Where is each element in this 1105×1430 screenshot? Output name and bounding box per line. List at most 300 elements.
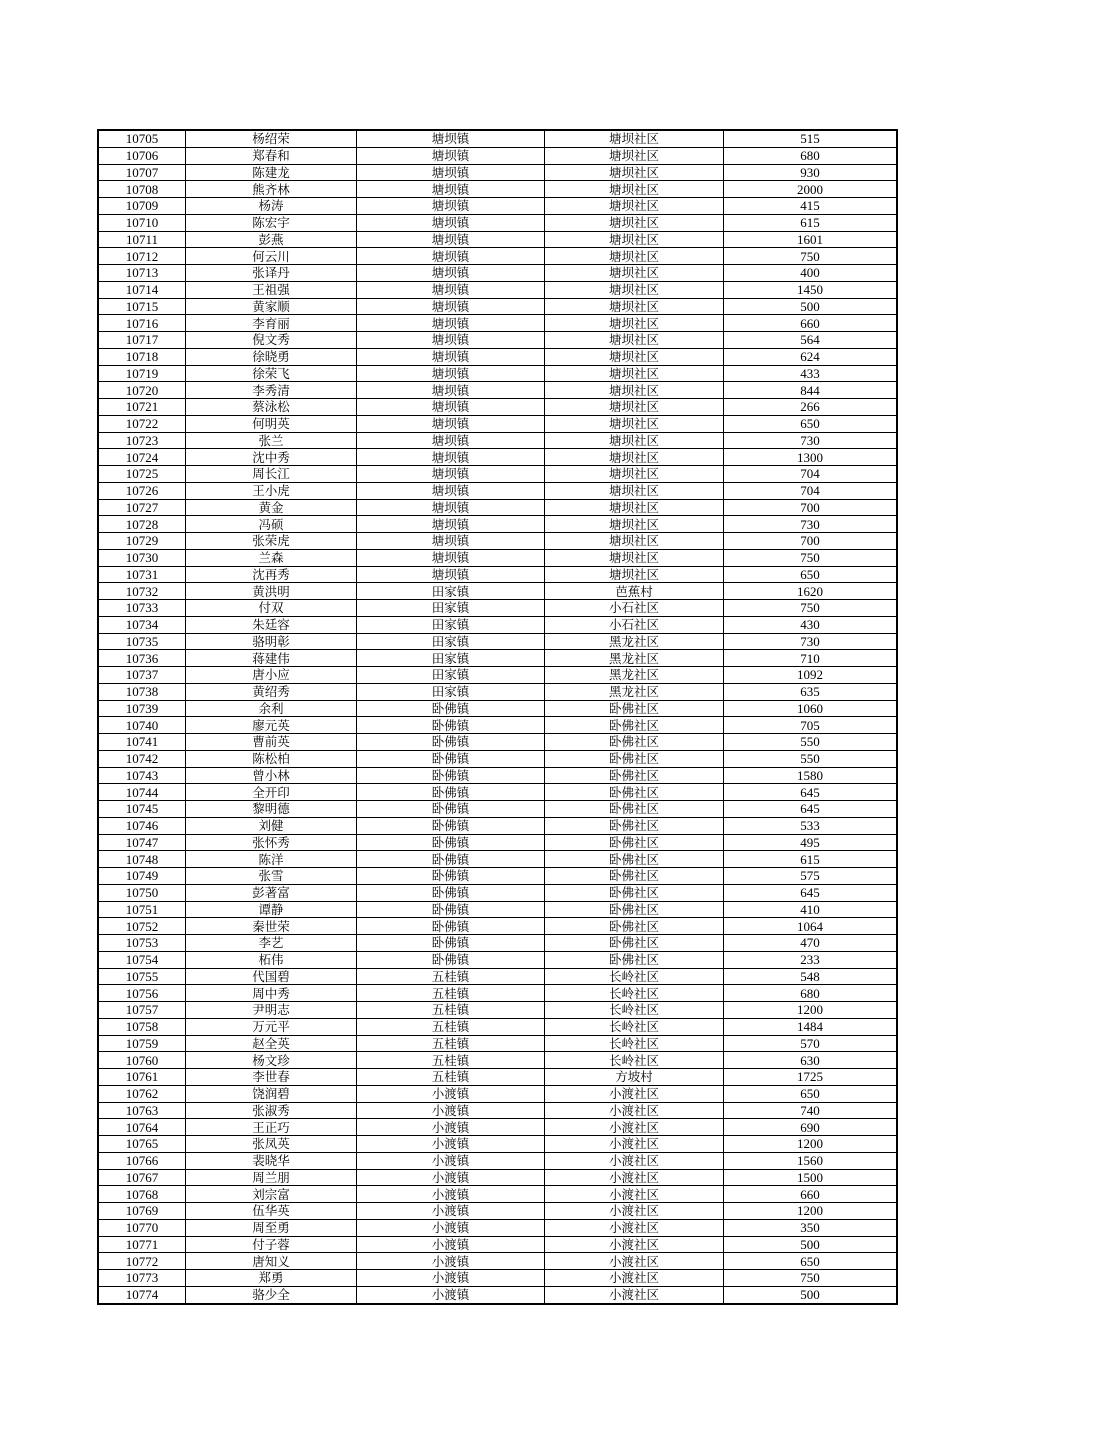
community-cell: 小渡社区 xyxy=(545,1253,724,1270)
amount-cell: 1092 xyxy=(724,667,898,684)
amount-cell: 1725 xyxy=(724,1069,898,1086)
serial-number-cell: 10754 xyxy=(98,951,186,968)
amount-cell: 645 xyxy=(724,884,898,901)
table-row xyxy=(98,399,897,416)
town-cell: 小渡镇 xyxy=(357,1286,545,1303)
table-row xyxy=(98,332,897,349)
name-cell: 万元平 xyxy=(186,1018,357,1035)
community-cell: 卧佛社区 xyxy=(545,901,724,918)
name-cell: 李艺 xyxy=(186,935,357,952)
name-cell: 唐小应 xyxy=(186,667,357,684)
table-row xyxy=(98,432,897,449)
serial-number-cell: 10718 xyxy=(98,348,186,365)
town-cell: 塘坝镇 xyxy=(357,130,545,147)
table-row xyxy=(98,130,897,147)
table-row xyxy=(98,1152,897,1169)
town-cell: 塘坝镇 xyxy=(357,231,545,248)
serial-number-cell: 10750 xyxy=(98,884,186,901)
serial-number-cell: 10745 xyxy=(98,801,186,818)
table-row xyxy=(98,265,897,282)
amount-cell: 705 xyxy=(724,717,898,734)
table-row xyxy=(98,1136,897,1153)
community-cell: 卧佛社区 xyxy=(545,734,724,751)
town-cell: 田家镇 xyxy=(357,667,545,684)
town-cell: 塘坝镇 xyxy=(357,533,545,550)
name-cell: 秦世荣 xyxy=(186,918,357,935)
town-cell: 田家镇 xyxy=(357,616,545,633)
community-cell: 卧佛社区 xyxy=(545,918,724,935)
community-cell: 长岭社区 xyxy=(545,985,724,1002)
name-cell: 张兰 xyxy=(186,432,357,449)
name-cell: 蔡泳松 xyxy=(186,399,357,416)
name-cell: 骆明彰 xyxy=(186,633,357,650)
serial-number-cell: 10744 xyxy=(98,784,186,801)
town-cell: 田家镇 xyxy=(357,650,545,667)
town-cell: 塘坝镇 xyxy=(357,432,545,449)
table-row xyxy=(98,901,897,918)
town-cell: 塘坝镇 xyxy=(357,466,545,483)
table-row xyxy=(98,147,897,164)
table-row xyxy=(98,951,897,968)
table-row xyxy=(98,1035,897,1052)
serial-number-cell: 10707 xyxy=(98,164,186,181)
town-cell: 卧佛镇 xyxy=(357,851,545,868)
amount-cell: 1500 xyxy=(724,1169,898,1186)
amount-cell: 700 xyxy=(724,499,898,516)
name-cell: 郑勇 xyxy=(186,1270,357,1287)
amount-cell: 575 xyxy=(724,868,898,885)
town-cell: 小渡镇 xyxy=(357,1270,545,1287)
amount-cell: 266 xyxy=(724,399,898,416)
amount-cell: 750 xyxy=(724,549,898,566)
amount-cell: 730 xyxy=(724,432,898,449)
serial-number-cell: 10746 xyxy=(98,817,186,834)
amount-cell: 635 xyxy=(724,683,898,700)
name-cell: 张怀秀 xyxy=(186,834,357,851)
community-cell: 小渡社区 xyxy=(545,1085,724,1102)
town-cell: 田家镇 xyxy=(357,600,545,617)
name-cell: 朱廷容 xyxy=(186,616,357,633)
table-row xyxy=(98,750,897,767)
community-cell: 小渡社区 xyxy=(545,1236,724,1253)
table-row xyxy=(98,985,897,1002)
name-cell: 周兰朋 xyxy=(186,1169,357,1186)
amount-cell: 700 xyxy=(724,533,898,550)
amount-cell: 730 xyxy=(724,516,898,533)
town-cell: 塘坝镇 xyxy=(357,181,545,198)
name-cell: 谭静 xyxy=(186,901,357,918)
town-cell: 塘坝镇 xyxy=(357,348,545,365)
community-cell: 卧佛社区 xyxy=(545,801,724,818)
table-row xyxy=(98,1018,897,1035)
name-cell: 黄绍秀 xyxy=(186,683,357,700)
community-cell: 塘坝社区 xyxy=(545,298,724,315)
town-cell: 塘坝镇 xyxy=(357,365,545,382)
amount-cell: 630 xyxy=(724,1052,898,1069)
table-row xyxy=(98,365,897,382)
community-cell: 塘坝社区 xyxy=(545,533,724,550)
town-cell: 田家镇 xyxy=(357,683,545,700)
amount-cell: 1484 xyxy=(724,1018,898,1035)
town-cell: 塘坝镇 xyxy=(357,198,545,215)
community-cell: 塘坝社区 xyxy=(545,566,724,583)
name-cell: 刘宗富 xyxy=(186,1186,357,1203)
table-row xyxy=(98,1253,897,1270)
amount-cell: 433 xyxy=(724,365,898,382)
serial-number-cell: 10722 xyxy=(98,415,186,432)
community-cell: 卧佛社区 xyxy=(545,951,724,968)
town-cell: 小渡镇 xyxy=(357,1253,545,1270)
serial-number-cell: 10742 xyxy=(98,750,186,767)
serial-number-cell: 10747 xyxy=(98,834,186,851)
amount-cell: 500 xyxy=(724,1236,898,1253)
serial-number-cell: 10770 xyxy=(98,1219,186,1236)
amount-cell: 660 xyxy=(724,1186,898,1203)
community-cell: 塘坝社区 xyxy=(545,332,724,349)
data-table xyxy=(97,129,898,1305)
amount-cell: 650 xyxy=(724,1253,898,1270)
name-cell: 黎明德 xyxy=(186,801,357,818)
name-cell: 周中秀 xyxy=(186,985,357,1002)
table-row xyxy=(98,516,897,533)
amount-cell: 690 xyxy=(724,1119,898,1136)
community-cell: 长岭社区 xyxy=(545,1002,724,1019)
amount-cell: 1450 xyxy=(724,281,898,298)
name-cell: 李秀清 xyxy=(186,382,357,399)
table-row xyxy=(98,181,897,198)
table-row xyxy=(98,1102,897,1119)
community-cell: 塘坝社区 xyxy=(545,214,724,231)
town-cell: 卧佛镇 xyxy=(357,901,545,918)
amount-cell: 730 xyxy=(724,633,898,650)
town-cell: 卧佛镇 xyxy=(357,801,545,818)
serial-number-cell: 10749 xyxy=(98,868,186,885)
serial-number-cell: 10715 xyxy=(98,298,186,315)
town-cell: 塘坝镇 xyxy=(357,499,545,516)
town-cell: 卧佛镇 xyxy=(357,784,545,801)
amount-cell: 470 xyxy=(724,935,898,952)
name-cell: 张译丹 xyxy=(186,265,357,282)
town-cell: 塘坝镇 xyxy=(357,298,545,315)
name-cell: 陈洋 xyxy=(186,851,357,868)
town-cell: 五桂镇 xyxy=(357,1052,545,1069)
town-cell: 塘坝镇 xyxy=(357,332,545,349)
amount-cell: 645 xyxy=(724,801,898,818)
town-cell: 小渡镇 xyxy=(357,1152,545,1169)
town-cell: 小渡镇 xyxy=(357,1236,545,1253)
serial-number-cell: 10724 xyxy=(98,449,186,466)
amount-cell: 710 xyxy=(724,650,898,667)
table-row xyxy=(98,348,897,365)
name-cell: 黄金 xyxy=(186,499,357,516)
table-row xyxy=(98,717,897,734)
name-cell: 何明英 xyxy=(186,415,357,432)
town-cell: 五桂镇 xyxy=(357,1069,545,1086)
name-cell: 曾小林 xyxy=(186,767,357,784)
town-cell: 小渡镇 xyxy=(357,1102,545,1119)
name-cell: 沈中秀 xyxy=(186,449,357,466)
table-row xyxy=(98,734,897,751)
name-cell: 柘伟 xyxy=(186,951,357,968)
table-row xyxy=(98,449,897,466)
name-cell: 余利 xyxy=(186,700,357,717)
community-cell: 长岭社区 xyxy=(545,1018,724,1035)
name-cell: 付双 xyxy=(186,600,357,617)
table-row xyxy=(98,1119,897,1136)
name-cell: 彭燕 xyxy=(186,231,357,248)
name-cell: 杨文珍 xyxy=(186,1052,357,1069)
town-cell: 卧佛镇 xyxy=(357,700,545,717)
name-cell: 张凤英 xyxy=(186,1136,357,1153)
serial-number-cell: 10753 xyxy=(98,935,186,952)
town-cell: 塘坝镇 xyxy=(357,415,545,432)
community-cell: 小渡社区 xyxy=(545,1102,724,1119)
name-cell: 杨涛 xyxy=(186,198,357,215)
town-cell: 卧佛镇 xyxy=(357,734,545,751)
community-cell: 塘坝社区 xyxy=(545,516,724,533)
serial-number-cell: 10733 xyxy=(98,600,186,617)
table-row xyxy=(98,767,897,784)
name-cell: 黄家顺 xyxy=(186,298,357,315)
community-cell: 塘坝社区 xyxy=(545,499,724,516)
table-row xyxy=(98,633,897,650)
serial-number-cell: 10719 xyxy=(98,365,186,382)
amount-cell: 1200 xyxy=(724,1203,898,1220)
name-cell: 徐荣飞 xyxy=(186,365,357,382)
name-cell: 骆少全 xyxy=(186,1286,357,1303)
town-cell: 塘坝镇 xyxy=(357,214,545,231)
community-cell: 塘坝社区 xyxy=(545,482,724,499)
town-cell: 小渡镇 xyxy=(357,1169,545,1186)
name-cell: 尹明志 xyxy=(186,1002,357,1019)
amount-cell: 650 xyxy=(724,566,898,583)
serial-number-cell: 10773 xyxy=(98,1270,186,1287)
table-row xyxy=(98,1286,897,1303)
table-row xyxy=(98,198,897,215)
table-row xyxy=(98,968,897,985)
table-row xyxy=(98,583,897,600)
community-cell: 塘坝社区 xyxy=(545,130,724,147)
amount-cell: 1560 xyxy=(724,1152,898,1169)
name-cell: 王小虎 xyxy=(186,482,357,499)
table-row xyxy=(98,667,897,684)
community-cell: 卧佛社区 xyxy=(545,817,724,834)
name-cell: 全开印 xyxy=(186,784,357,801)
town-cell: 卧佛镇 xyxy=(357,868,545,885)
amount-cell: 400 xyxy=(724,265,898,282)
table-row xyxy=(98,650,897,667)
table-row xyxy=(98,1203,897,1220)
serial-number-cell: 10710 xyxy=(98,214,186,231)
amount-cell: 500 xyxy=(724,298,898,315)
serial-number-cell: 10721 xyxy=(98,399,186,416)
name-cell: 唐知义 xyxy=(186,1253,357,1270)
name-cell: 李世春 xyxy=(186,1069,357,1086)
table-body xyxy=(98,130,897,1304)
amount-cell: 680 xyxy=(724,147,898,164)
serial-number-cell: 10755 xyxy=(98,968,186,985)
name-cell: 黄洪明 xyxy=(186,583,357,600)
community-cell: 小渡社区 xyxy=(545,1169,724,1186)
town-cell: 卧佛镇 xyxy=(357,884,545,901)
serial-number-cell: 10765 xyxy=(98,1136,186,1153)
amount-cell: 750 xyxy=(724,248,898,265)
town-cell: 小渡镇 xyxy=(357,1186,545,1203)
amount-cell: 1200 xyxy=(724,1002,898,1019)
community-cell: 小渡社区 xyxy=(545,1186,724,1203)
town-cell: 塘坝镇 xyxy=(357,147,545,164)
town-cell: 塘坝镇 xyxy=(357,449,545,466)
town-cell: 五桂镇 xyxy=(357,968,545,985)
amount-cell: 615 xyxy=(724,851,898,868)
name-cell: 裴晓华 xyxy=(186,1152,357,1169)
table-row xyxy=(98,683,897,700)
amount-cell: 624 xyxy=(724,348,898,365)
community-cell: 塘坝社区 xyxy=(545,365,724,382)
amount-cell: 1300 xyxy=(724,449,898,466)
community-cell: 小渡社区 xyxy=(545,1286,724,1303)
name-cell: 付子蓉 xyxy=(186,1236,357,1253)
table-row xyxy=(98,616,897,633)
community-cell: 塘坝社区 xyxy=(545,432,724,449)
table-row xyxy=(98,533,897,550)
serial-number-cell: 10727 xyxy=(98,499,186,516)
town-cell: 卧佛镇 xyxy=(357,951,545,968)
amount-cell: 680 xyxy=(724,985,898,1002)
town-cell: 塘坝镇 xyxy=(357,315,545,332)
town-cell: 卧佛镇 xyxy=(357,767,545,784)
community-cell: 塘坝社区 xyxy=(545,231,724,248)
community-cell: 芭蕉村 xyxy=(545,583,724,600)
community-cell: 塘坝社区 xyxy=(545,466,724,483)
table-row xyxy=(98,231,897,248)
amount-cell: 650 xyxy=(724,415,898,432)
amount-cell: 550 xyxy=(724,734,898,751)
community-cell: 卧佛社区 xyxy=(545,868,724,885)
serial-number-cell: 10726 xyxy=(98,482,186,499)
town-cell: 塘坝镇 xyxy=(357,549,545,566)
table-row xyxy=(98,315,897,332)
community-cell: 卧佛社区 xyxy=(545,851,724,868)
name-cell: 何云川 xyxy=(186,248,357,265)
serial-number-cell: 10743 xyxy=(98,767,186,784)
serial-number-cell: 10709 xyxy=(98,198,186,215)
amount-cell: 430 xyxy=(724,616,898,633)
amount-cell: 750 xyxy=(724,600,898,617)
community-cell: 长岭社区 xyxy=(545,1035,724,1052)
serial-number-cell: 10734 xyxy=(98,616,186,633)
table-row xyxy=(98,600,897,617)
serial-number-cell: 10732 xyxy=(98,583,186,600)
amount-cell: 2000 xyxy=(724,181,898,198)
serial-number-cell: 10736 xyxy=(98,650,186,667)
serial-number-cell: 10771 xyxy=(98,1236,186,1253)
serial-number-cell: 10761 xyxy=(98,1069,186,1086)
serial-number-cell: 10752 xyxy=(98,918,186,935)
name-cell: 周至勇 xyxy=(186,1219,357,1236)
amount-cell: 704 xyxy=(724,466,898,483)
serial-number-cell: 10729 xyxy=(98,533,186,550)
amount-cell: 233 xyxy=(724,951,898,968)
table-row xyxy=(98,298,897,315)
name-cell: 王祖强 xyxy=(186,281,357,298)
table-row xyxy=(98,1169,897,1186)
table-row xyxy=(98,466,897,483)
community-cell: 长岭社区 xyxy=(545,1052,724,1069)
community-cell: 塘坝社区 xyxy=(545,449,724,466)
amount-cell: 410 xyxy=(724,901,898,918)
table-row xyxy=(98,884,897,901)
town-cell: 卧佛镇 xyxy=(357,750,545,767)
table-row xyxy=(98,817,897,834)
community-cell: 塘坝社区 xyxy=(545,147,724,164)
town-cell: 田家镇 xyxy=(357,583,545,600)
serial-number-cell: 10741 xyxy=(98,734,186,751)
serial-number-cell: 10731 xyxy=(98,566,186,583)
town-cell: 五桂镇 xyxy=(357,1002,545,1019)
name-cell: 熊齐林 xyxy=(186,181,357,198)
amount-cell: 650 xyxy=(724,1085,898,1102)
amount-cell: 1620 xyxy=(724,583,898,600)
name-cell: 蒋建伟 xyxy=(186,650,357,667)
amount-cell: 1580 xyxy=(724,767,898,784)
serial-number-cell: 10712 xyxy=(98,248,186,265)
community-cell: 方坡村 xyxy=(545,1069,724,1086)
community-cell: 塘坝社区 xyxy=(545,248,724,265)
table-row xyxy=(98,1085,897,1102)
amount-cell: 548 xyxy=(724,968,898,985)
name-cell: 饶润碧 xyxy=(186,1085,357,1102)
name-cell: 陈建龙 xyxy=(186,164,357,181)
table-row xyxy=(98,801,897,818)
table-row xyxy=(98,868,897,885)
community-cell: 小渡社区 xyxy=(545,1136,724,1153)
town-cell: 塘坝镇 xyxy=(357,516,545,533)
table-row xyxy=(98,214,897,231)
serial-number-cell: 10716 xyxy=(98,315,186,332)
community-cell: 卧佛社区 xyxy=(545,935,724,952)
amount-cell: 844 xyxy=(724,382,898,399)
town-cell: 小渡镇 xyxy=(357,1136,545,1153)
community-cell: 小渡社区 xyxy=(545,1119,724,1136)
table-row xyxy=(98,1236,897,1253)
serial-number-cell: 10725 xyxy=(98,466,186,483)
table-row xyxy=(98,834,897,851)
serial-number-cell: 10751 xyxy=(98,901,186,918)
community-cell: 黑龙社区 xyxy=(545,633,724,650)
serial-number-cell: 10739 xyxy=(98,700,186,717)
serial-number-cell: 10713 xyxy=(98,265,186,282)
name-cell: 廖元英 xyxy=(186,717,357,734)
community-cell: 小渡社区 xyxy=(545,1152,724,1169)
serial-number-cell: 10762 xyxy=(98,1085,186,1102)
community-cell: 小渡社区 xyxy=(545,1219,724,1236)
table-row xyxy=(98,784,897,801)
town-cell: 田家镇 xyxy=(357,633,545,650)
serial-number-cell: 10766 xyxy=(98,1152,186,1169)
serial-number-cell: 10748 xyxy=(98,851,186,868)
table-row xyxy=(98,1002,897,1019)
community-cell: 卧佛社区 xyxy=(545,767,724,784)
amount-cell: 350 xyxy=(724,1219,898,1236)
name-cell: 刘健 xyxy=(186,817,357,834)
name-cell: 李育丽 xyxy=(186,315,357,332)
amount-cell: 750 xyxy=(724,1270,898,1287)
name-cell: 伍华英 xyxy=(186,1203,357,1220)
town-cell: 塘坝镇 xyxy=(357,164,545,181)
community-cell: 卧佛社区 xyxy=(545,784,724,801)
name-cell: 陈宏宇 xyxy=(186,214,357,231)
